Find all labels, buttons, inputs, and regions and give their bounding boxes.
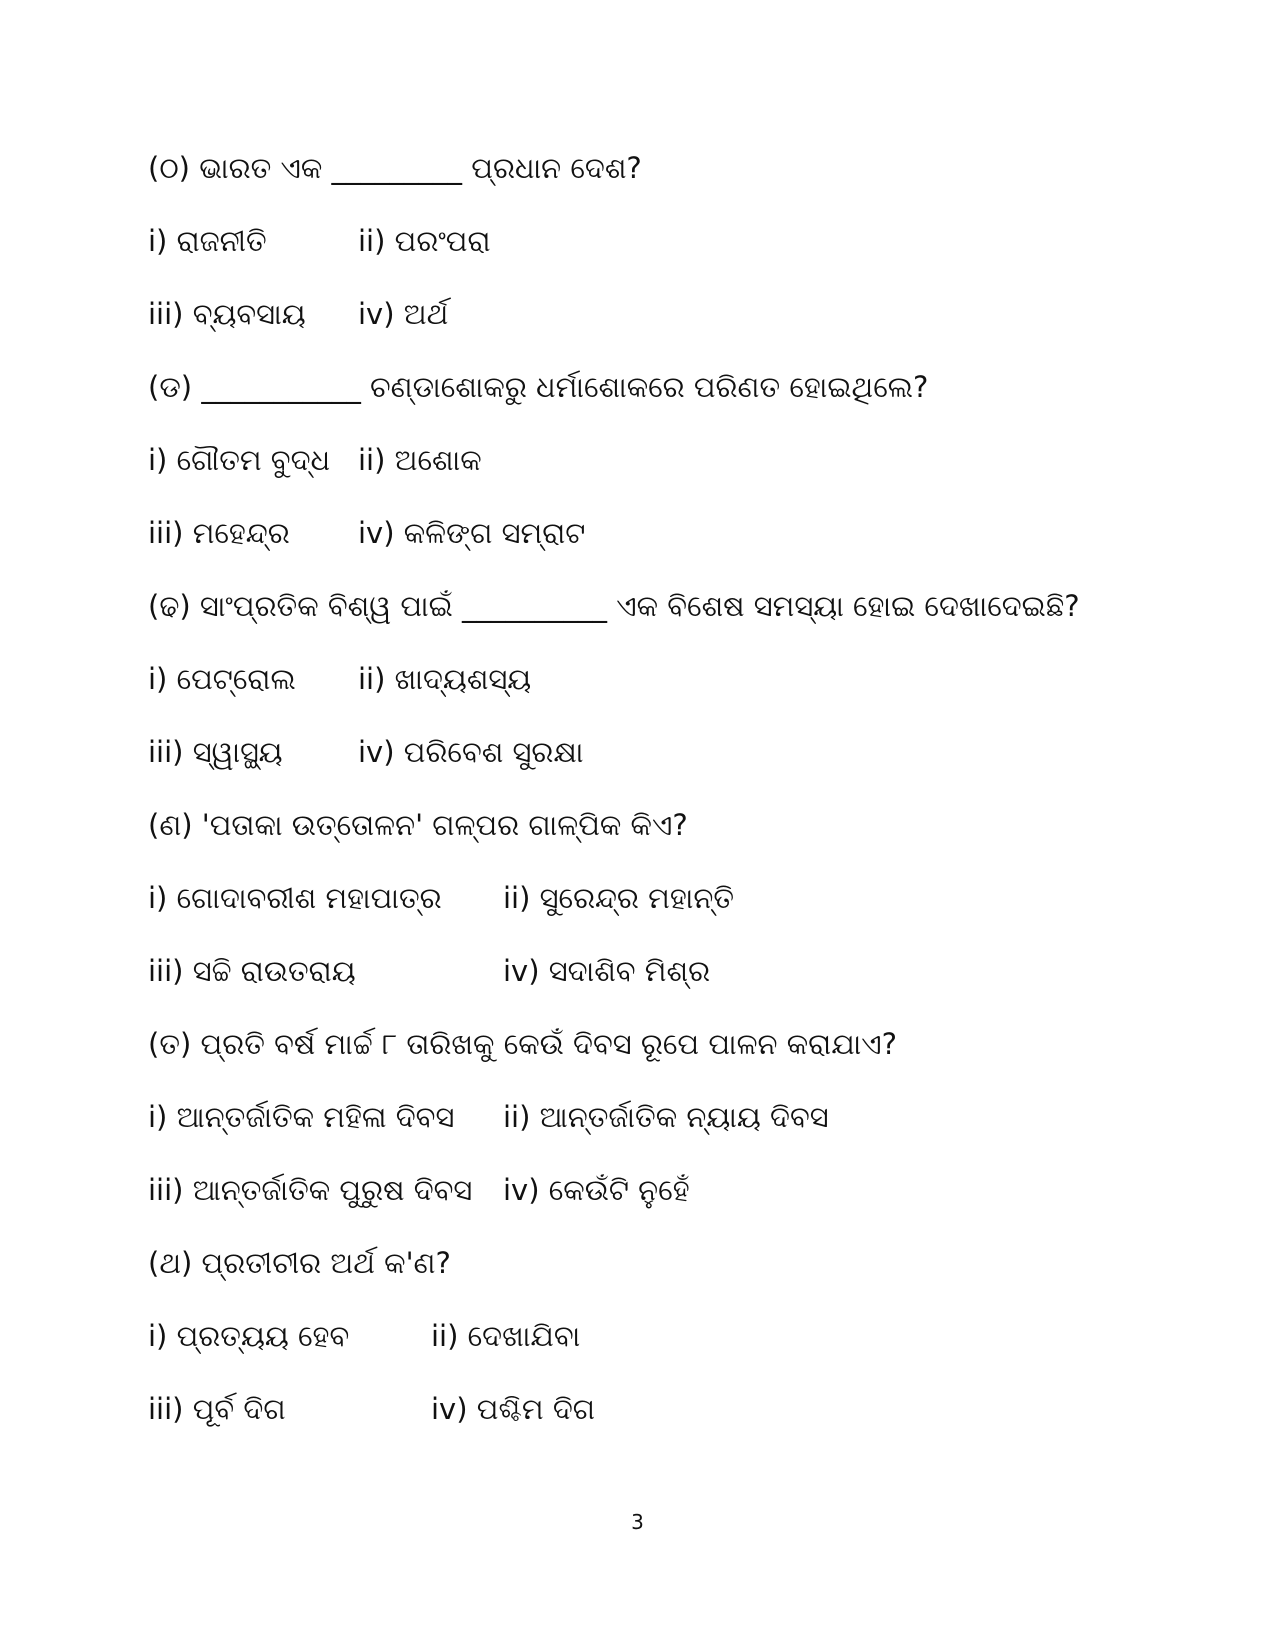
option-iv: iv) ସଦାଶିବ ମିଶ୍ର	[503, 954, 711, 988]
option-iv: iv) ଅର୍ଥ	[358, 297, 449, 331]
question-stem: (ଣ) 'ପତାକା ଉତ୍ତୋଳନ' ଗଳ୍ପର ଗାଳ୍ପିକ କିଏ?	[148, 808, 688, 842]
question-stem: (ତ) ପ୍ରତି ବର୍ଷ ମାର୍ଚ୍ଚ ୮ ତାରିଖକୁ କେଉଁ ଦିବସ ରୂପେ ପାଳନ କରାଯାଏ?	[148, 1027, 898, 1061]
option-iii: iii) ବ୍ୟବସାୟ	[148, 297, 306, 331]
option-iii: iii) ମହେନ୍ଦ୍ର	[148, 516, 290, 550]
option-row	[148, 878, 1148, 951]
option-i: i) ରାଜନୀତି	[148, 224, 267, 258]
option-i: i) ପେଟ୍ରୋଲ	[148, 662, 296, 696]
option-i: i) ପ୍ରତ୍ୟୟ ହେବ	[148, 1319, 350, 1353]
option-ii: ii) ପରଂପରା	[358, 224, 491, 258]
option-row	[148, 221, 1148, 294]
option-row	[148, 1097, 1148, 1170]
option-iv: iv) କେଉଁଟି ନୁହେଁ	[503, 1173, 690, 1207]
question-stem: (ଢ) ସାଂପ୍ରତିକ ବିଶ୍ୱ ପାଇଁ __________ ଏକ ବିଶେଷ ସମସ୍ୟା ହୋଇ ଦେଖାଦେଇଛି?	[148, 589, 1080, 623]
option-iii: iii) ସଚ୍ଚି ରାଉତରାୟ	[148, 954, 356, 988]
question-stem: (ଥ) ପ୍ରତୀଚୀର ଅର୍ଥ କ'ଣ?	[148, 1246, 451, 1280]
question-stem: (ଡ) ___________ ଚଣ୍ଡାଶୋକରୁ ଧର୍ମାଶୋକରେ ପରିଣତ ହୋଇଥିଲେ?	[148, 370, 929, 404]
question-list	[148, 148, 1148, 1462]
option-row	[148, 1389, 1148, 1462]
option-iv: iv) ପରିବେଶ ସୁରକ୍ଷା	[358, 735, 584, 769]
option-row	[148, 951, 1148, 1024]
option-row	[148, 440, 1148, 513]
option-iii: iii) ସ୍ୱାସ୍ଥ୍ୟ	[148, 735, 283, 769]
page-number: 3	[631, 1510, 644, 1534]
option-row	[148, 659, 1148, 732]
option-i: i) ଆନ୍ତର୍ଜାତିକ ମହିଳା ଦିବସ	[148, 1100, 455, 1134]
option-ii: ii) ସୁରେନ୍ଦ୍ର ମହାନ୍ତି	[503, 881, 735, 915]
option-iii: iii) ପୂର୍ବ ଦିଗ	[148, 1392, 286, 1426]
option-iv: iv) କଳିଙ୍ଗ ସମ୍ରାଟ	[358, 516, 586, 550]
option-row	[148, 1170, 1148, 1243]
question-stem: (ଠ) ଭାରତ ଏକ _________ ପ୍ରଧାନ ଦେଶ?	[148, 151, 642, 185]
option-ii: ii) ଅଶୋକ	[358, 443, 482, 477]
option-row	[148, 294, 1148, 367]
option-iii: iii) ଆନ୍ତର୍ଜାତିକ ପୁରୁଷ ଦିବସ	[148, 1173, 473, 1207]
option-i: i) ଗୋଦାବରୀଶ ମହାପାତ୍ର	[148, 881, 442, 915]
option-ii: ii) ଦେଖାଯିବା	[431, 1319, 581, 1353]
option-iv: iv) ପଶ୍ଚିମ ଦିଗ	[431, 1392, 596, 1426]
option-i: i) ଗୌତମ ବୁଦ୍ଧ	[148, 443, 331, 477]
option-row	[148, 732, 1148, 805]
option-row	[148, 513, 1148, 586]
option-ii: ii) ଆନ୍ତର୍ଜାତିକ ନ୍ୟାୟ ଦିବସ	[503, 1100, 829, 1134]
option-row	[148, 1316, 1148, 1389]
option-ii: ii) ଖାଦ୍ୟଶସ୍ୟ	[358, 662, 532, 696]
